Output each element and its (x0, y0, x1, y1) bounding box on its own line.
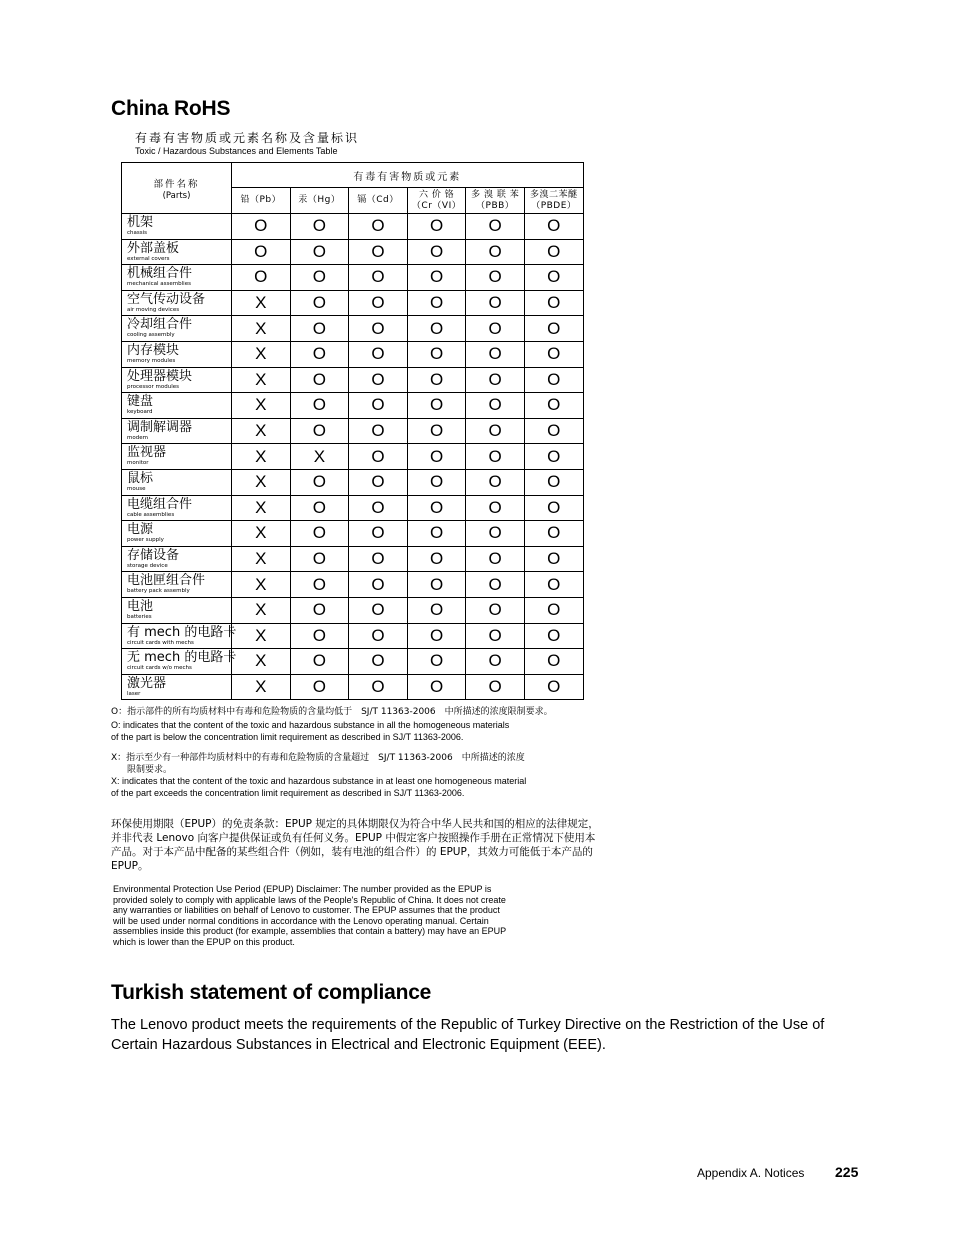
substance-mark-cell: O (466, 290, 525, 316)
substance-mark-cell: O (524, 495, 583, 521)
substance-mark-cell: O (524, 674, 583, 700)
substance-mark-cell: O (466, 521, 525, 547)
epup-disclaimer-zh: 环保使用期限（EPUP）的免责条款：EPUP 规定的具体期限仅为符合中华人民共和国的相应的法律规定，并非代表 Lenovo 向客户提供保证或负有任何义务。EPUP 中假定客户按照操作手册在正常情况下使用本产品。对于本产品中配备的某些组合件（例如，装有电池的组合件）的 EPUP，其效力可能低于本产品的 EPUP。 (111, 818, 599, 872)
substance-mark-cell: O (466, 265, 525, 291)
part-name-cell (122, 495, 232, 521)
substance-header-line2: （PBDE） (531, 200, 577, 211)
part-name-en: memory modules (127, 357, 176, 364)
substance-mark-cell: O (524, 239, 583, 265)
substance-mark-cell: O (290, 469, 349, 495)
substance-mark-cell: O (290, 367, 349, 393)
part-name-cell (122, 674, 232, 700)
part-name-cell (122, 393, 232, 419)
substance-mark-cell: X (232, 521, 291, 547)
substance-mark-cell: O (524, 597, 583, 623)
part-name-cell (122, 265, 232, 291)
substance-mark-cell: X (232, 444, 291, 470)
substance-mark-cell: O (349, 444, 408, 470)
turkish-heading: Turkish statement of compliance (111, 981, 432, 1004)
substance-mark-cell: O (466, 469, 525, 495)
substance-mark-cell: O (407, 393, 466, 419)
table-row (122, 521, 584, 547)
table-row (122, 316, 584, 342)
substance-mark-cell: O (407, 444, 466, 470)
substance-mark-cell: O (407, 597, 466, 623)
substance-mark-cell: O (466, 214, 525, 240)
part-name-zh: 冷却组合件 (127, 317, 193, 333)
table-title-chinese: 有毒有害物质或元素名称及含量标识 (135, 131, 360, 145)
note-x-en-1: X: indicates that the content of the toxic and hazardous substance in at least one homogeneous material (111, 776, 527, 786)
substance-mark-cell: O (290, 546, 349, 572)
table-row (122, 623, 584, 649)
substance-mark-cell: O (349, 572, 408, 598)
substance-mark-cell: X (232, 623, 291, 649)
note-o-en-1: O: indicates that the content of the toxic and hazardous substance in all the homogeneous materials (111, 720, 510, 730)
part-name-en: keyboard (127, 409, 153, 416)
part-name-zh: 存储设备 (127, 547, 180, 563)
substance-mark-cell: O (290, 521, 349, 547)
substance-mark-cell: O (466, 674, 525, 700)
china-rohs-heading: China RoHS (111, 97, 231, 120)
part-name-zh: 机械组合件 (127, 266, 193, 282)
substance-mark-cell: O (524, 546, 583, 572)
part-name-cell (122, 418, 232, 444)
part-name-zh: 有 mech 的电路卡 (127, 624, 237, 640)
substance-mark-cell: O (349, 649, 408, 675)
substance-mark-cell: O (290, 418, 349, 444)
table-row (122, 572, 584, 598)
substance-mark-cell: O (407, 341, 466, 367)
part-name-zh: 外部盖板 (127, 240, 180, 256)
part-name-zh: 处理器模块 (127, 368, 193, 384)
part-name-en: external covers (127, 255, 170, 262)
substance-mark-cell: O (407, 623, 466, 649)
part-name-en: cooling assembly (127, 332, 175, 339)
part-name-cell (122, 469, 232, 495)
table-row (122, 597, 584, 623)
substance-mark-cell: O (349, 316, 408, 342)
part-name-en: mechanical assemblies (127, 281, 191, 288)
part-name-cell (122, 444, 232, 470)
substance-header-line2: （Cr（VI） (411, 200, 462, 211)
substance-mark-cell: O (466, 367, 525, 393)
table-row (122, 674, 584, 700)
substance-mark-cell: X (232, 341, 291, 367)
table-row (122, 495, 584, 521)
substance-mark-cell: O (232, 265, 291, 291)
table-row (122, 341, 584, 367)
substance-mark-cell: O (524, 316, 583, 342)
substance-mark-cell: O (524, 649, 583, 675)
parts-header-zh: 部件名称 (153, 178, 200, 190)
substance-mark-cell: O (407, 239, 466, 265)
substance-mark-cell: O (466, 444, 525, 470)
substance-mark-cell: O (524, 444, 583, 470)
substance-mark-cell: O (232, 214, 291, 240)
substance-mark-cell: O (524, 393, 583, 419)
footer-section-label: Appendix A. Notices (697, 1166, 805, 1180)
parts-header-en: (Parts) (162, 190, 191, 201)
part-name-en: air moving devices (127, 306, 180, 313)
note-x-en-2: of the part exceeds the concentration limit requirement as described in SJ/T 11363-2006. (111, 788, 465, 798)
substance-mark-cell: X (232, 649, 291, 675)
substance-mark-cell: O (349, 393, 408, 419)
part-name-en: mouse (127, 485, 146, 492)
substance-mark-cell: O (349, 214, 408, 240)
table-row (122, 290, 584, 316)
substance-mark-cell: O (349, 495, 408, 521)
substance-mark-cell: O (290, 597, 349, 623)
rohs-table (121, 162, 584, 700)
part-name-cell (122, 239, 232, 265)
substance-mark-cell: O (524, 290, 583, 316)
substance-mark-cell: O (290, 214, 349, 240)
substance-mark-cell: O (349, 341, 408, 367)
substance-header-line1: 多溴二苯醚 (530, 189, 578, 200)
substance-mark-cell: O (466, 341, 525, 367)
substance-mark-cell: O (349, 290, 408, 316)
substance-mark-cell: O (290, 393, 349, 419)
note-o-zh: O：指示部件的所有均质材料中有毒和危险物质的含量均低于 SJ/T 11363-2006 中所描述的浓度限制要求。 (111, 707, 553, 717)
substance-mark-cell: O (290, 674, 349, 700)
substance-mark-cell: O (290, 239, 349, 265)
substance-mark-cell: O (524, 418, 583, 444)
substance-mark-cell: O (466, 316, 525, 342)
substance-mark-cell: X (232, 418, 291, 444)
substance-group-header: 有毒有害物质或元素 (232, 163, 584, 188)
part-name-zh: 鼠标 (127, 470, 154, 486)
part-name-en: storage device (127, 562, 168, 569)
substance-mark-cell: O (349, 265, 408, 291)
substance-mark-cell: O (407, 214, 466, 240)
substance-mark-cell: O (349, 521, 408, 547)
table-title-english: Toxic / Hazardous Substances and Elements Table (135, 146, 338, 156)
substance-header (290, 188, 349, 214)
substance-mark-cell: O (349, 367, 408, 393)
table-row (122, 418, 584, 444)
part-name-cell (122, 367, 232, 393)
substance-mark-cell: X (232, 316, 291, 342)
part-name-zh: 电源 (127, 522, 154, 538)
turkish-body: The Lenovo product meets the requirements of the Republic of Turkey Directive on the Restriction of the Use of Certain Hazardous Substances in Electrical and Electronic Equipment (EEE). (111, 1017, 825, 1053)
substance-mark-cell: O (407, 546, 466, 572)
substance-mark-cell: O (524, 521, 583, 547)
substance-header-line1: 六 价 铬 (418, 189, 455, 200)
note-x-zh-1: X：指示至少有一种部件均质材料中的有毒和危险物质的含量超过 SJ/T 11363-2006 中所描述的浓度 (111, 753, 525, 763)
table-row (122, 214, 584, 240)
substance-mark-cell: O (466, 597, 525, 623)
part-name-en: circuit cards with mechs (127, 639, 194, 646)
part-name-zh: 电池 (127, 598, 154, 614)
page-number: 225 (835, 1164, 859, 1180)
substance-mark-cell: O (232, 239, 291, 265)
substance-mark-cell: O (466, 418, 525, 444)
part-name-zh: 电池匣组合件 (127, 573, 206, 589)
substance-mark-cell: O (349, 674, 408, 700)
substance-mark-cell: O (524, 214, 583, 240)
part-name-cell (122, 546, 232, 572)
substance-mark-cell: O (407, 290, 466, 316)
part-name-en: modem (127, 434, 148, 441)
part-name-zh: 激光器 (127, 675, 167, 691)
substance-mark-cell: O (524, 572, 583, 598)
substance-header (407, 188, 466, 214)
part-name-zh: 电缆组合件 (127, 496, 193, 512)
substance-mark-cell: X (290, 444, 349, 470)
part-name-zh: 空气传动设备 (127, 291, 206, 307)
part-name-en: power supply (127, 537, 164, 544)
epup-disclaimer-en: Environmental Protection Use Period (EPUP) Disclaimer: The number provided as the EPUP is provided solely to comply with applicable laws of the People's Republic of China. It does not create any warranties or liabilities on behalf of Lenovo to customer. The EPUP assumes that the product will be used under normal conditions in accordance with the Lenovo operating manual. Certain assemblies inside this product (for example, assemblies that contain a battery) may have an EPUP which is lower than the EPUP on this product. (113, 884, 507, 947)
table-row (122, 546, 584, 572)
part-name-zh: 机架 (127, 215, 154, 230)
substance-mark-cell: O (349, 239, 408, 265)
substance-mark-cell: O (407, 418, 466, 444)
table-row (122, 649, 584, 675)
substance-mark-cell: O (407, 495, 466, 521)
table-row (122, 367, 584, 393)
substance-mark-cell: O (407, 674, 466, 700)
substance-mark-cell: O (290, 316, 349, 342)
substance-mark-cell: O (524, 623, 583, 649)
substance-mark-cell: O (466, 495, 525, 521)
substance-mark-cell: O (524, 469, 583, 495)
substance-header (349, 188, 408, 214)
substance-mark-cell: O (466, 623, 525, 649)
part-name-zh: 调制解调器 (127, 419, 193, 435)
part-name-en: laser (127, 690, 141, 697)
substance-mark-cell: O (466, 649, 525, 675)
table-row (122, 444, 584, 470)
substance-mark-cell: O (407, 649, 466, 675)
substance-mark-cell: O (290, 495, 349, 521)
substance-header (524, 188, 583, 214)
part-name-zh: 无 mech 的电路卡 (127, 650, 237, 666)
part-name-en: circuit cards w/o mechs (127, 665, 192, 672)
substance-mark-cell: O (290, 290, 349, 316)
table-row (122, 239, 584, 265)
substance-header-line1: 多 溴 联 苯 (471, 189, 520, 200)
table-row (122, 469, 584, 495)
part-name-cell (122, 649, 237, 675)
substance-mark-cell: O (407, 521, 466, 547)
substance-mark-cell: X (232, 290, 291, 316)
part-name-en: processor modules (127, 383, 179, 390)
substance-header-line1: 汞（Hg） (298, 195, 341, 205)
part-name-cell (122, 290, 232, 316)
substance-mark-cell: O (466, 393, 525, 419)
part-name-zh: 内存模块 (127, 342, 180, 358)
substance-header (466, 188, 525, 214)
substance-mark-cell: O (349, 418, 408, 444)
substance-mark-cell: O (349, 469, 408, 495)
substance-mark-cell: O (290, 623, 349, 649)
substance-mark-cell: O (524, 265, 583, 291)
substance-header-line1: 铅（Pb） (240, 195, 282, 205)
substance-mark-cell: X (232, 597, 291, 623)
note-o-en-2: of the part is below the concentration limit requirement as described in SJ/T 11363-2006. (111, 732, 464, 742)
part-name-cell (122, 214, 232, 240)
part-name-zh: 键盘 (127, 394, 154, 410)
substance-mark-cell: O (290, 649, 349, 675)
part-name-en: cable assemblies (127, 511, 175, 518)
substance-mark-cell: X (232, 469, 291, 495)
substance-mark-cell: O (466, 546, 525, 572)
substance-mark-cell: O (290, 572, 349, 598)
substance-mark-cell: O (407, 469, 466, 495)
part-name-en: battery pack assembly (127, 588, 190, 595)
substance-mark-cell: O (407, 572, 466, 598)
part-name-en: chassis (127, 230, 148, 236)
substance-mark-cell: X (232, 393, 291, 419)
parts-header (122, 163, 232, 214)
substance-header-line1: 镉（Cd） (357, 195, 399, 205)
substance-mark-cell: O (407, 367, 466, 393)
substance-mark-cell: O (407, 265, 466, 291)
part-name-cell (122, 597, 232, 623)
part-name-cell (122, 623, 237, 649)
substance-mark-cell: O (407, 316, 466, 342)
part-name-en: monitor (127, 460, 149, 467)
substance-header (232, 188, 291, 214)
rohs-table-body (122, 214, 584, 700)
substance-mark-cell: O (524, 367, 583, 393)
substance-mark-cell: X (232, 546, 291, 572)
substance-mark-cell: O (466, 572, 525, 598)
part-name-cell (122, 316, 232, 342)
part-name-cell (122, 341, 232, 367)
substance-mark-cell: O (349, 597, 408, 623)
part-name-cell (122, 572, 232, 598)
substance-mark-cell: X (232, 495, 291, 521)
note-x-zh-2: 限制要求。 (127, 765, 173, 775)
substance-mark-cell: X (232, 367, 291, 393)
substance-mark-cell: O (524, 341, 583, 367)
substance-mark-cell: O (466, 239, 525, 265)
part-name-cell (122, 521, 232, 547)
substance-mark-cell: O (290, 341, 349, 367)
part-name-zh: 监视器 (127, 445, 167, 461)
substance-header-line2: （PBB） (476, 200, 515, 211)
substance-mark-cell: O (349, 546, 408, 572)
substance-mark-cell: X (232, 674, 291, 700)
table-row (122, 393, 584, 419)
substance-mark-cell: O (349, 623, 408, 649)
table-row (122, 265, 584, 291)
substance-mark-cell: O (290, 265, 349, 291)
substance-mark-cell: X (232, 572, 291, 598)
part-name-en: batteries (127, 613, 152, 620)
